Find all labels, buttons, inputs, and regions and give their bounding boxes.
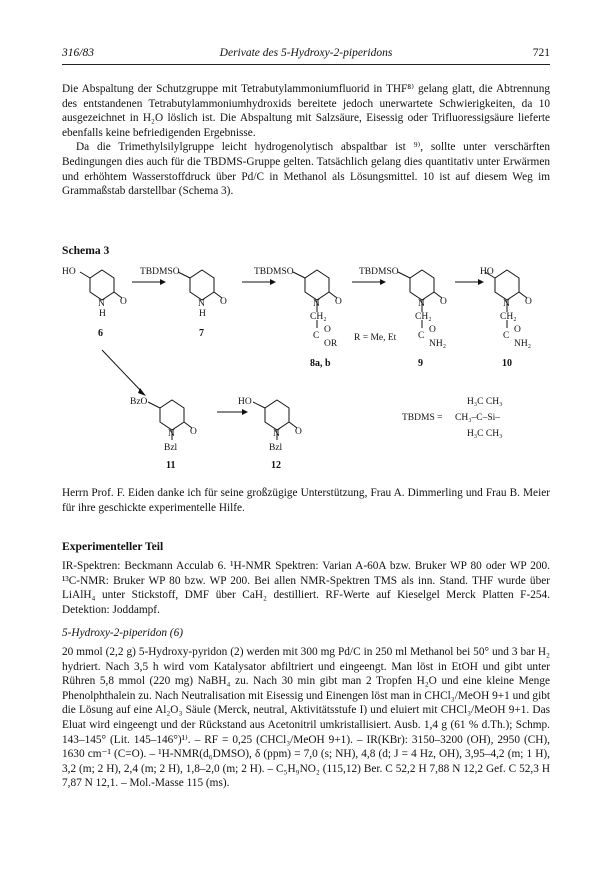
tbdms-chain: CH₃–C–Si–: [455, 413, 501, 423]
n-8: N: [313, 299, 320, 309]
instrument-paragraph: IR-Spektren: Beckmann Acculab 6. ¹H-NMR Spektren: Varian A-60A bzw. Bruker WP 80 oder WP 200. ¹³C-NMR: Bruker WP 80 bzw. WP 200. Bei allen NMR-Spektren TMS als inn. Stand. THF wurde über LiAlH₄ unter Stickstoff, DMF über CaH₂ destilliert. RF-Werte auf Kieselgel Merck Platten F-254. Detektion: Joddampf.: [62, 560, 550, 616]
or-8: OR: [324, 339, 338, 349]
ring-9: [410, 270, 434, 300]
ring-8: [305, 270, 329, 300]
n-11: N: [168, 429, 175, 439]
bzl-11: Bzl: [164, 443, 178, 453]
ho-12: HO: [238, 397, 252, 407]
tbdmso-9: TBDMSO: [359, 267, 399, 277]
o-10b: O: [514, 325, 521, 335]
o-8b: O: [324, 325, 331, 335]
journal-reference: 316/83: [62, 47, 94, 59]
ch2-9: CH₂: [415, 312, 432, 322]
label-12: 12: [271, 460, 281, 471]
body-text-top: [62, 82, 550, 199]
compound-procedure: 20 mmol (2,2 g) 5-Hydroxy-pyridon (2) werden mit 300 mg Pd/C in 250 ml Methanol bei 50° und 3 bar H₂ hydriert. Nach 3,5 h wird vom Katalysator abfiltriert und eingeengt. Man löst in EtOH und gibt unter Rühren 5,8 mmol (220 mg) NaBH₄ zu. Nach 30 min gibt man 2 Tropfen H₂O und eine kleine Menge Phenolphthalein zu. Nach Neutralisation mit Eisessig und Einengen löst man in CHCl₃/MeOH 9+1 und gibt die Lösung auf eine Al₂O₃ Säule (Merck, neutral, Aktivitätsstufe I) und eluiert mit CHCl₃/MeOH 9+1. Das Eluat wird eingeengt und der Rückstand aus Acetonitril umkristallisiert. Ausb. 1,4 g (61 % d.Th.); Schmp. 143–145° (Lit. 145–146°)¹⁾. – RF = 0,25 (CHCl₃/MeOH 9+1). – IR(KBr): 3150–3200 (OH), 2950 (CH), 1630 cm⁻¹ (C=O). – ¹H-NMR(d₆DMSO), δ (ppm) = 7,0 (s; NH), 4,8 (d; J = 4 Hz, OH), 3,95–4,2 (m; 1 H), 3,2 (m; 2 H), 2,4 (m; 2 H), 1,8–2,0 (m; 2 H). – C₅H₉NO₂ (115,12) Ber. C 52,2 H 7,88 N 12,2 Gef. C 52,3 H 7,87 N 12,1. – Mol.-Masse 115 (ms).: [62, 646, 550, 790]
ho-6: HO: [62, 267, 76, 277]
ring-6: [90, 270, 114, 300]
n-6: N: [98, 299, 105, 309]
o-8: O: [335, 297, 342, 307]
bzo-11: BzO: [130, 397, 148, 407]
ch2-8: CH₂: [310, 312, 327, 322]
c-9: C: [418, 331, 425, 341]
running-header: [62, 47, 550, 65]
c-8: C: [313, 331, 320, 341]
h-7: H: [199, 309, 206, 319]
r-definition: R = Me, Et: [354, 333, 397, 343]
label-11: 11: [166, 460, 176, 471]
paragraph-deprotection: Die Abspaltung der Schutzgruppe mit Tetrabutylammoniumfluorid in THF⁸⁾ gelang glatt, die Abtrennung des entstandenen Tetrabutylammoniumhydroxids bereitete jedoch unerwartete Schwierigkeiten, da 10 ausgezeichnet in H₂O löslich ist. Die Abspaltung mit Salzsäure, Eisessig oder Trifluoressigsäure lieferte ebenfalls keine befriedigenden Ergebnisse.: [62, 83, 550, 139]
ho-10: HO: [480, 267, 494, 277]
running-title: Derivate des 5-Hydroxy-2-piperidons: [219, 47, 393, 59]
acknowledgement: Herrn Prof. F. Eiden danke ich für seine großzügige Unterstützung, Frau A. Dimmerling und Frau B. Meier für ihre geschickte experimentelle Hilfe.: [62, 487, 550, 514]
n-12: N: [273, 429, 280, 439]
scheme-svg: [62, 262, 550, 474]
n-9: N: [418, 299, 425, 309]
tbdmso-8: TBDMSO: [254, 267, 294, 277]
tbdms-top-methyls: H₃C CH₃: [467, 397, 503, 407]
paragraph-hydrogenolysis: Da die Trimethylsilylgruppe leicht hydrogenolytisch abspaltbar ist ⁹⁾, sollte unter verschärften Bedingungen dies auch für die TBDMS-Gruppe gelten. Tatsächlich gelang dies quantitativ unter Erwärmen und erhöhtem Wasserstoffdruck über Pd/C in Methanol als Lösungsmittel. 10 ist auf diesem Weg im Grammaßstab darstellbar (Schema 3).: [62, 141, 550, 198]
ring-11: [160, 400, 184, 430]
label-8ab: 8a, b: [310, 358, 331, 369]
bzl-12: Bzl: [269, 443, 283, 453]
label-6: 6: [98, 328, 103, 339]
o-6: O: [120, 297, 127, 307]
label-7: 7: [199, 328, 204, 339]
tbdms-bottom-methyls: H₃C CH₃: [467, 429, 503, 439]
tbdms-equals: TBDMS =: [402, 413, 443, 423]
o-7: O: [220, 297, 227, 307]
o-12: O: [295, 427, 302, 437]
c-10: C: [503, 331, 510, 341]
header-rule: [62, 64, 550, 65]
reaction-scheme: [62, 262, 550, 474]
nh2-10: NH₂: [514, 339, 532, 349]
ring-10: [495, 270, 519, 300]
label-9: 9: [418, 358, 423, 369]
page-number: 721: [532, 47, 550, 59]
compound-heading: 5-Hydroxy-2-piperidon (6): [62, 627, 183, 639]
tbdmso-7: TBDMSO: [140, 267, 180, 277]
ring-7: [190, 270, 214, 300]
scheme-title: Schema 3: [62, 244, 110, 257]
n-10: N: [503, 299, 510, 309]
nh2-9: NH₂: [429, 339, 447, 349]
n-7: N: [198, 299, 205, 309]
o-11: O: [190, 427, 197, 437]
o-9b: O: [429, 325, 436, 335]
experimental-heading: Experimenteller Teil: [62, 540, 164, 553]
o-10: O: [525, 297, 532, 307]
ring-12: [265, 400, 289, 430]
h-6: H: [99, 309, 106, 319]
ch2-10: CH₂: [500, 312, 517, 322]
label-10: 10: [502, 358, 512, 369]
o-9: O: [440, 297, 447, 307]
